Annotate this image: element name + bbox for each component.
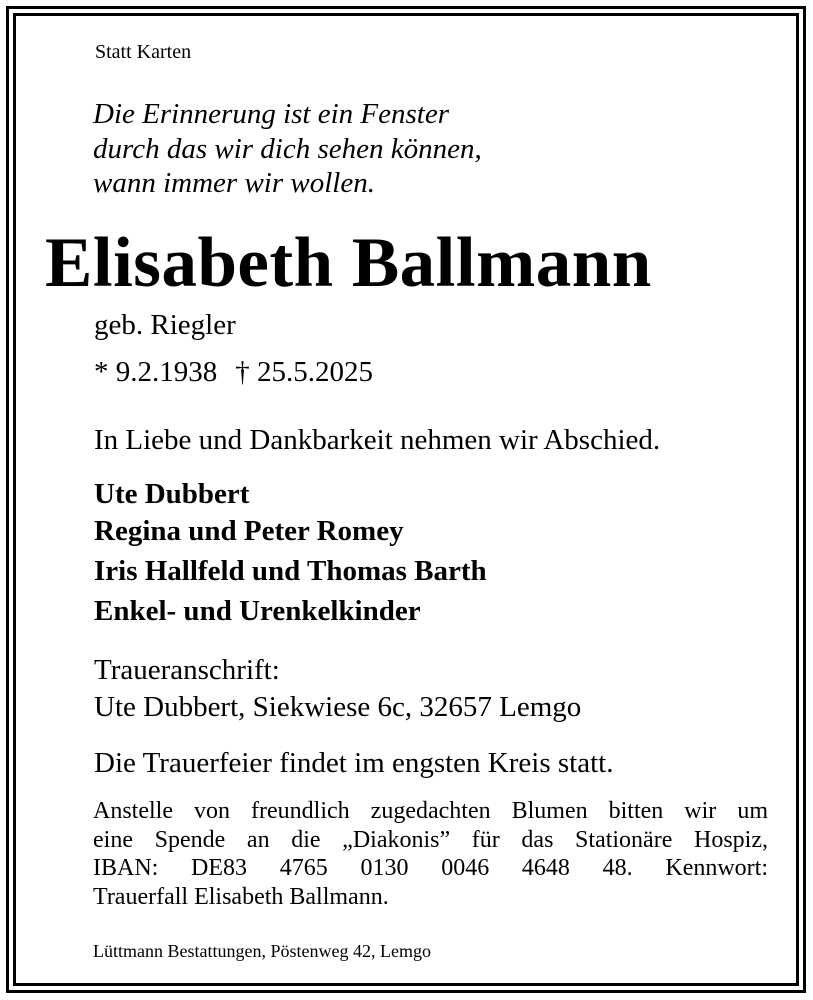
death-date: † 25.5.2025	[235, 356, 373, 388]
address-label: Traueranschrift:	[94, 654, 280, 686]
life-dates	[94, 358, 373, 387]
mourner-name: Enkel- und Urenkelkinder	[94, 595, 421, 627]
donation-paragraph	[93, 797, 768, 911]
mourner-name: Ute Dubbert	[94, 478, 250, 510]
funeral-home-footer: Lüttmann Bestattungen, Pöstenweg 42, Lemgo	[93, 941, 431, 961]
header-text: Statt Karten	[95, 41, 192, 63]
mourner-name: Iris Hallfeld und Thomas Barth	[94, 555, 487, 587]
deceased-name: Elisabeth Ballmann	[45, 224, 652, 302]
poem-line-1: Die Erinnerung ist ein Fenster	[93, 98, 450, 130]
mourner-name: Regina und Peter Romey	[94, 515, 404, 547]
poem-line-2: durch das wir dich sehen können,	[93, 133, 482, 165]
birth-date: * 9.2.1938	[94, 356, 218, 388]
donation-line: eine Spende an die „Diakonis” für das Stationäre Hospiz,	[93, 826, 768, 853]
address-text: Ute Dubbert, Siekwiese 6c, 32657 Lemgo	[94, 691, 582, 723]
poem-line-3: wann immer wir wollen.	[93, 167, 375, 199]
ceremony-text: Die Trauerfeier findet im engsten Kreis statt.	[94, 747, 614, 779]
donation-line: Trauerfall Elisabeth Ballmann.	[93, 883, 389, 910]
donation-line: IBAN: DE83 4765 0130 0046 4648 48. Kennwort:	[93, 855, 768, 881]
maiden-name: geb. Riegler	[94, 309, 236, 341]
donation-line: Anstelle von freundlich zugedachten Blumen bitten wir um	[93, 798, 768, 824]
farewell-text: In Liebe und Dankbarkeit nehmen wir Abschied.	[94, 424, 661, 456]
